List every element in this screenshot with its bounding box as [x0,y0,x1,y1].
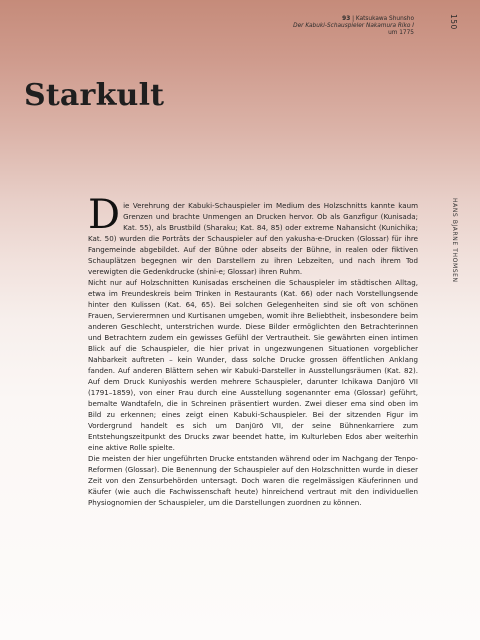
page-number: 150 [449,14,458,30]
section-title: Starkult [24,78,165,113]
author-name: HANS BJARNE THOMSEN [451,198,458,283]
paragraph-3: Die meisten der hier ungeführten Drucke entstanden während oder im Nachgang der Tenpo-Reformen (Glossar). Die Benennung der Schauspieler auf den Holzschnitten wurde in dieser Zeit von den Zensurbehörden untersagt. Doch waren die regelmässigen Käuferinnen und Käufer (wie auch die Fachwissenschaft heute) hinreichend vertraut mit den individuellen Physiognomien der Schauspieler, um die Darstellungen zuordnen zu können. [88,454,418,507]
caption-artist: Katsukawa Shunsho [355,16,414,22]
caption-title: Der Kabuki-Schauspieler Nakamura Riko I [293,23,414,29]
figure-caption [194,16,414,37]
drop-cap: D [88,192,121,238]
paragraph-1 [88,192,418,277]
paragraph-1-text: ie Verehrung der Kabuki-Schauspieler im Medium des Holzschnitts kannte kaum Grenzen und brachte Unmengen an Drucken hervor. Ob als Ganzfigur (Kunisada; Kat. 55), als Brustbild (Sharaku; Kat. 84, 85) oder extreme Nahansicht (Kunichika; Kat. 50) wurden die Porträts der Schauspieler auf den yakusha-e-Drucken (Glossar) für ihre Fangemeinde abgebildet. Auf der Bühne oder abseits der Bühne, in realen oder fiktiven Schauplätzen begegnen wir den Darstellern zu ihren Lebzeiten, und nach ihrem Tod verewigten die Gedenkdrucke (shini-e; Glossar) ihren Ruhm. [88,201,418,276]
article-body [88,192,418,508]
caption-date: um 1775 [388,30,414,36]
caption-separator: | [352,16,356,22]
paragraph-2: Nicht nur auf Holzschnitten Kunisadas erscheinen die Schauspieler im städtischen Alltag, etwa im Freundeskreis beim Trinken in Restaurants (Kat. 66) oder nach Vorstellungsende hinter den Kulissen (Kat. 64, 65). Bei solchen Gelegenheiten sind sie oft von schönen Frauen, Servierermnen und Kurtisanen umgeben, womit ihre Beliebtheit, insbesondere beim anderen Geschlecht, unterstrichen wurde. Diese Bilder ermöglichten den Betrachterinnen und Betrachtern zudem ein gewisses Gefühl der Vertrautheit. Sie gewährten einen intimen Blick auf die Schauspieler, die hier privat in ungezwungenen Situationen vorgeblicher Nahbarkeit auftreten – kein Wunder, dass solche Drucke grossen öffentlichen Anklang fanden. Auf anderen Blättern sehen wir Kabuki-Darsteller in Ausstellungsräumen (Kat. 82). Auf dem Druck Kuniyoshis werden mehrere Schauspieler, darunter Ichikawa Danjūrō VII (1791–1859), von einer Frau durch eine Ausstellung sogenannter ema (Glossar) geführt, bemalte Wandtafeln, die in Schreinen präsentiert wurden. Zwei dieser ema sind oben im Bild zu erkennen; eines zeigt einen Kabuki-Schauspieler. Bei der sitzenden Figur im Vordergrund handelt es sich um Danjūrō VII, der seine Bühnenkarriere zum Entstehungszeitpunkt des Drucks zwar beendet hatte, im Kulturleben Edos aber weiterhin eine aktive Rolle spielte. [88,278,418,452]
caption-number: 93 [342,16,351,22]
